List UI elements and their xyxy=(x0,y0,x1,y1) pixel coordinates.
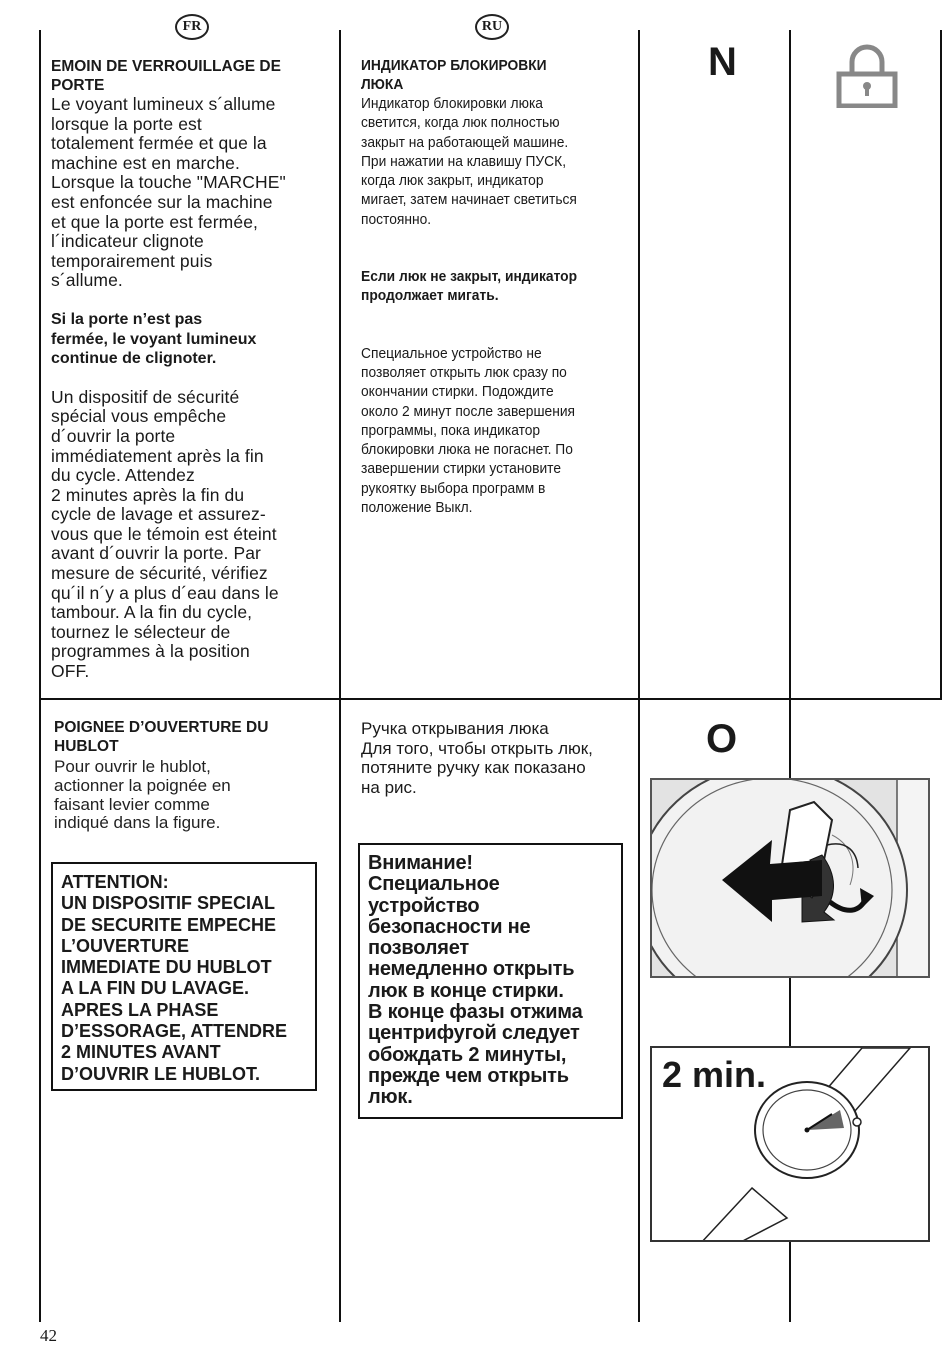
ru-warning-box xyxy=(358,843,623,1119)
ru-door-lock-bold-note: Если люк не закрыт, индикатор продолжает мигать. xyxy=(361,268,578,305)
ru-door-lock-section xyxy=(361,57,629,517)
column-divider xyxy=(638,30,640,1322)
door-opening-arrow-icon xyxy=(652,780,930,978)
column-divider xyxy=(940,30,942,700)
ru-handle-heading: Ручка открывания люка xyxy=(361,719,549,738)
fr-door-lock-heading: EMOIN DE VERROUILLAGE DE PORTE xyxy=(51,58,281,94)
section-divider xyxy=(40,698,942,700)
watch-illustration xyxy=(650,1046,930,1242)
indicator-letter-o: O xyxy=(706,717,738,761)
fr-door-lock-section xyxy=(51,57,331,682)
column-divider xyxy=(339,30,341,1322)
fr-handle-paragraph: Pour ouvrir le hublot, actionner la poignée en faisant levier comme indiqué dans la figure. xyxy=(54,757,231,833)
ru-handle-section xyxy=(361,719,629,797)
fr-warning-box xyxy=(51,862,317,1091)
door-handle-illustration xyxy=(650,778,930,978)
ru-safety-paragraph: Специальное устройство не позволяет открыть люк сразу по окончании стирки. Подождите около 2 минут после завершения программы, пока индикатор блокировки люка не погаснет. По завершении стирки установите рукоятку выбора программ в положение Выкл. xyxy=(361,344,576,517)
ru-door-lock-paragraph: Индикатор блокировки люка светится, когда люк полностью закрыт на работающей машине. При нажатии на клавишу ПУСК, когда люк закрыт, индикатор мигает, затем начинает светиться постоянно. xyxy=(361,95,577,228)
page-number: 42 xyxy=(40,1326,57,1345)
fr-handle-heading: POIGNEE D’OUVERTURE DU HUBLOT xyxy=(54,719,269,755)
fr-door-lock-bold-note: Si la porte n’est pas fermée, le voyant lumineux continue de clignoter. xyxy=(51,310,257,368)
ru-warning-text: Внимание! Специальное устройство безопасности не позволяет немедленно открыть люк в конце стирки. В конце фазы отжима центрифугой следует обождать 2 минуты, прежде чем открыть люк. xyxy=(368,852,583,1109)
fr-safety-paragraph: Un dispositif de sécurité spécial vous empêche d´ouvrir la porte immédiatement après la fin du cycle. Attendez 2 minutes après la fin du cycle de lavage et assurez- vous que le témoin est éteint avant d´ouvrir la porte. Par mesure de sécurité, vérifiez qu´il n´y a plus d´eau dans le tambour. A la fin du cycle, tournez le sélecteur de programmes à la position OFF. xyxy=(51,386,279,682)
wait-time-label: 2 min. xyxy=(662,1054,767,1095)
fr-handle-section xyxy=(54,719,334,833)
ru-handle-paragraph: Для того, чтобы открыть люк, потяните ручку как показано на рис. xyxy=(361,738,593,797)
column-divider xyxy=(39,30,41,1322)
indicator-letter-n: N xyxy=(708,40,737,84)
fr-warning-text: ATTENTION: UN DISPOSITIF SPECIAL DE SECURITE EMPECHE L’OUVERTURE IMMEDIATE DU HUBLOT A LA FIN DU LAVAGE. APRES LA PHASE D’ESSORAGE, ATTENDRE 2 MINUTES AVANT D’OUVRIR LE HUBLOT. xyxy=(61,872,288,1084)
french-language-badge: FR xyxy=(175,14,209,40)
padlock-icon xyxy=(836,44,898,108)
russian-language-badge: RU xyxy=(475,14,509,40)
ru-door-lock-heading: ИНДИКАТОР БЛОКИРОВКИ ЛЮКА xyxy=(361,57,547,93)
fr-door-lock-paragraph: Le voyant lumineux s´allume lorsque la porte est totalement fermée et que la machine est en marche. Lorsque la touche "MARCHE" est enfoncée sur la machine et que la porte est fermée, l´indicateur clignote temporairement puis s´allume. xyxy=(51,94,286,291)
